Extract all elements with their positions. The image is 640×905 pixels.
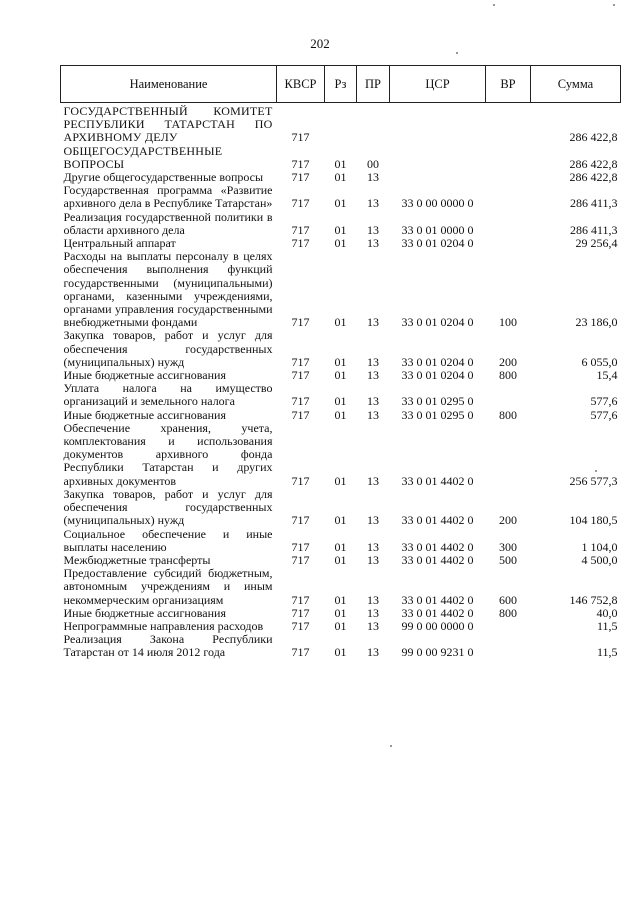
row-sum: 4 500,0 [581, 552, 618, 567]
row-name: ОБЩЕГОСУДАРСТВЕННЫЕ ВОПРОСЫ [63, 143, 223, 171]
table-row [61, 184, 621, 210]
row-rz: 01 [334, 407, 347, 422]
row-rz: 01 [334, 354, 347, 369]
row-sum: 1 104,0 [581, 539, 618, 554]
row-rz [325, 103, 357, 145]
row-name: Закупка товаров, работ и услуг для обеспечения государственных (муниципальных) нужд [63, 328, 273, 369]
row-vr [486, 620, 531, 633]
row-csr: 33 0 01 4402 0 [401, 592, 474, 607]
row-sum: 11,5 [596, 618, 618, 633]
row-kvsr: 717 [291, 196, 310, 211]
header-sum: Сумма [531, 66, 621, 103]
row-csr: 99 0 00 0000 0 [401, 618, 474, 633]
row-name: Предоставление субсидий бюджетным, автономным учреждениям и иным некоммерческим организациям [63, 566, 273, 607]
row-sum: 40,0 [596, 605, 618, 620]
row-pr: 13 [367, 170, 379, 185]
table-row [61, 145, 621, 171]
row-pr: 13 [367, 552, 379, 567]
row-rz: 01 [334, 539, 347, 554]
row-csr [390, 145, 486, 171]
row-vr: 600 [499, 592, 517, 607]
row-kvsr: 717 [291, 618, 310, 633]
row-sum: 104 180,5 [569, 513, 618, 528]
table-row [61, 607, 621, 620]
row-rz: 01 [334, 170, 347, 185]
row-csr: 33 0 01 0295 0 [401, 394, 474, 409]
row-csr: 33 0 01 4402 0 [401, 552, 474, 567]
row-vr [486, 382, 531, 408]
budget-table [60, 65, 621, 660]
row-kvsr: 717 [291, 552, 310, 567]
row-csr: 33 0 01 0204 0 [401, 236, 474, 251]
page-number: 202 [310, 36, 330, 51]
row-name: Обеспечение хранения, учета, комплектования и использования документов архивного фонда Республики Татарстан и других архивных документов [63, 420, 273, 488]
row-kvsr: 717 [291, 156, 310, 171]
row-rz: 01 [334, 473, 347, 488]
row-sum: 286 411,3 [569, 196, 618, 211]
row-csr [390, 171, 486, 184]
table-row [61, 103, 621, 145]
row-pr: 13 [367, 592, 379, 607]
header-csr: ЦСР [390, 66, 486, 103]
table-row [61, 567, 621, 607]
scan-speck [595, 470, 597, 472]
row-vr: 300 [499, 539, 517, 554]
row-pr [357, 103, 390, 145]
row-vr: 500 [499, 552, 517, 567]
row-rz: 01 [334, 513, 347, 528]
row-vr: 800 [499, 368, 517, 383]
row-kvsr: 717 [291, 645, 310, 660]
row-sum: 11,5 [596, 645, 618, 660]
row-name: Иные бюджетные ассигнования [63, 368, 226, 383]
row-sum: 29 256,4 [575, 236, 618, 251]
row-name: Иные бюджетные ассигнования [63, 407, 226, 422]
row-csr: 33 0 01 4402 0 [401, 605, 474, 620]
row-vr: 200 [499, 354, 517, 369]
row-sum: 286 422,8 [569, 130, 618, 145]
header-vr: ВР [486, 66, 531, 103]
row-name: Расходы на выплаты персоналу в целях обеспечения выполнения функций государственными (муниципальными) органами, казенными учреждениями, органами управления государственными внебюджетными фондами [63, 249, 273, 330]
row-pr: 13 [367, 407, 379, 422]
table-body [61, 103, 621, 660]
table-row [61, 409, 621, 422]
row-name: Реализация Закона Республики Татарстан от 14 июля 2012 года [63, 632, 273, 660]
scan-speck [493, 4, 495, 6]
row-rz: 01 [334, 394, 347, 409]
row-sum: 577,6 [590, 394, 618, 409]
row-vr [486, 184, 531, 210]
row-rz: 01 [334, 592, 347, 607]
row-name: Межбюджетные трансферты [63, 552, 211, 567]
row-name: ГОСУДАРСТВЕННЫЙ КОМИТЕТ РЕСПУБЛИКИ ТАТАРСТАН ПО АРХИВНОМУ ДЕЛУ [63, 104, 273, 145]
row-vr: 800 [499, 407, 517, 422]
row-pr: 13 [367, 645, 379, 660]
row-rz: 01 [334, 645, 347, 660]
row-rz: 01 [334, 315, 347, 330]
row-rz: 01 [334, 222, 347, 237]
row-pr: 13 [367, 605, 379, 620]
row-pr: 13 [367, 513, 379, 528]
row-csr [390, 103, 486, 145]
table-row [61, 488, 621, 528]
row-kvsr: 717 [291, 473, 310, 488]
table-row [61, 422, 621, 488]
row-name: Другие общегосударственные вопросы [63, 170, 264, 185]
row-kvsr: 717 [291, 368, 310, 383]
row-kvsr: 717 [291, 315, 310, 330]
row-name: Реализация государственной политики в области архивного дела [63, 209, 273, 237]
row-vr [486, 211, 531, 237]
row-vr: 200 [499, 513, 517, 528]
row-sum: 577,6 [590, 407, 618, 422]
row-sum: 6 055,0 [581, 354, 618, 369]
header-kvsr: КВСР [277, 66, 325, 103]
row-kvsr: 717 [291, 407, 310, 422]
table-row [61, 633, 621, 659]
row-name: Непрограммные направления расходов [63, 618, 264, 633]
row-pr: 00 [367, 156, 379, 171]
row-name: Уплата налога на имущество организаций и земельного налога [63, 381, 273, 409]
row-pr: 13 [367, 394, 379, 409]
row-pr: 13 [367, 236, 379, 251]
table-row [61, 211, 621, 237]
row-vr [486, 171, 531, 184]
row-sum: 256 577,3 [569, 473, 618, 488]
row-pr: 13 [367, 354, 379, 369]
header-rz: Рз [325, 66, 357, 103]
row-kvsr: 717 [291, 236, 310, 251]
row-sum: 23 186,0 [575, 315, 618, 330]
row-pr: 13 [367, 539, 379, 554]
row-pr: 13 [367, 196, 379, 211]
row-csr: 33 0 01 0204 0 [401, 368, 474, 383]
row-sum: 286 422,8 [569, 170, 618, 185]
scan-speck [390, 745, 392, 747]
row-csr: 33 0 01 0204 0 [401, 354, 474, 369]
row-pr: 13 [367, 222, 379, 237]
row-pr: 13 [367, 315, 379, 330]
row-kvsr: 717 [291, 130, 310, 145]
row-kvsr: 717 [291, 354, 310, 369]
row-pr: 13 [367, 473, 379, 488]
row-rz: 01 [334, 196, 347, 211]
row-csr: 33 0 00 0000 0 [401, 196, 474, 211]
row-pr: 13 [367, 618, 379, 633]
row-rz: 01 [334, 552, 347, 567]
row-rz: 01 [334, 156, 347, 171]
row-sum: 286 411,3 [569, 222, 618, 237]
row-name: Социальное обеспечение и иные выплаты населению [63, 526, 273, 554]
row-rz: 01 [334, 236, 347, 251]
row-kvsr: 717 [291, 539, 310, 554]
row-name: Закупка товаров, работ и услуг для обеспечения государственных (муниципальных) нужд [63, 486, 273, 528]
row-name: Государственная программа «Развитие архивного дела в Республике Татарстан» [63, 183, 273, 211]
row-kvsr: 717 [291, 170, 310, 185]
row-vr [486, 103, 531, 145]
header-row [61, 66, 621, 103]
row-rz: 01 [334, 605, 347, 620]
table-row [61, 250, 621, 329]
row-csr: 33 0 01 4402 0 [401, 539, 474, 554]
row-vr [486, 237, 531, 250]
row-vr [486, 633, 531, 659]
scan-speck [613, 4, 615, 6]
table-row [61, 329, 621, 369]
row-csr: 33 0 01 4402 0 [401, 513, 474, 528]
table-row [61, 382, 621, 408]
row-kvsr: 717 [291, 605, 310, 620]
row-rz: 01 [334, 618, 347, 633]
row-csr: 33 0 01 0295 0 [401, 407, 474, 422]
row-vr: 100 [499, 315, 517, 330]
row-vr: 800 [499, 605, 517, 620]
row-csr: 33 0 01 4402 0 [401, 473, 474, 488]
row-kvsr: 717 [291, 592, 310, 607]
row-csr: 33 0 01 0204 0 [401, 315, 474, 330]
row-name: Иные бюджетные ассигнования [63, 605, 226, 620]
row-name: Центральный аппарат [63, 236, 176, 251]
scan-speck [456, 52, 458, 54]
row-sum: 15,4 [596, 368, 618, 383]
header-name: Наименование [61, 66, 277, 103]
row-kvsr: 717 [291, 394, 310, 409]
row-pr: 13 [367, 368, 379, 383]
row-csr: 99 0 00 9231 0 [401, 645, 474, 660]
row-vr [486, 145, 531, 171]
row-rz: 01 [334, 368, 347, 383]
header-pr: ПР [357, 66, 390, 103]
table-row [61, 528, 621, 554]
row-kvsr: 717 [291, 513, 310, 528]
row-csr: 33 0 01 0000 0 [401, 222, 474, 237]
row-sum: 146 752,8 [569, 592, 618, 607]
row-kvsr: 717 [291, 222, 310, 237]
row-vr [486, 422, 531, 488]
row-sum: 286 422,8 [569, 156, 618, 171]
